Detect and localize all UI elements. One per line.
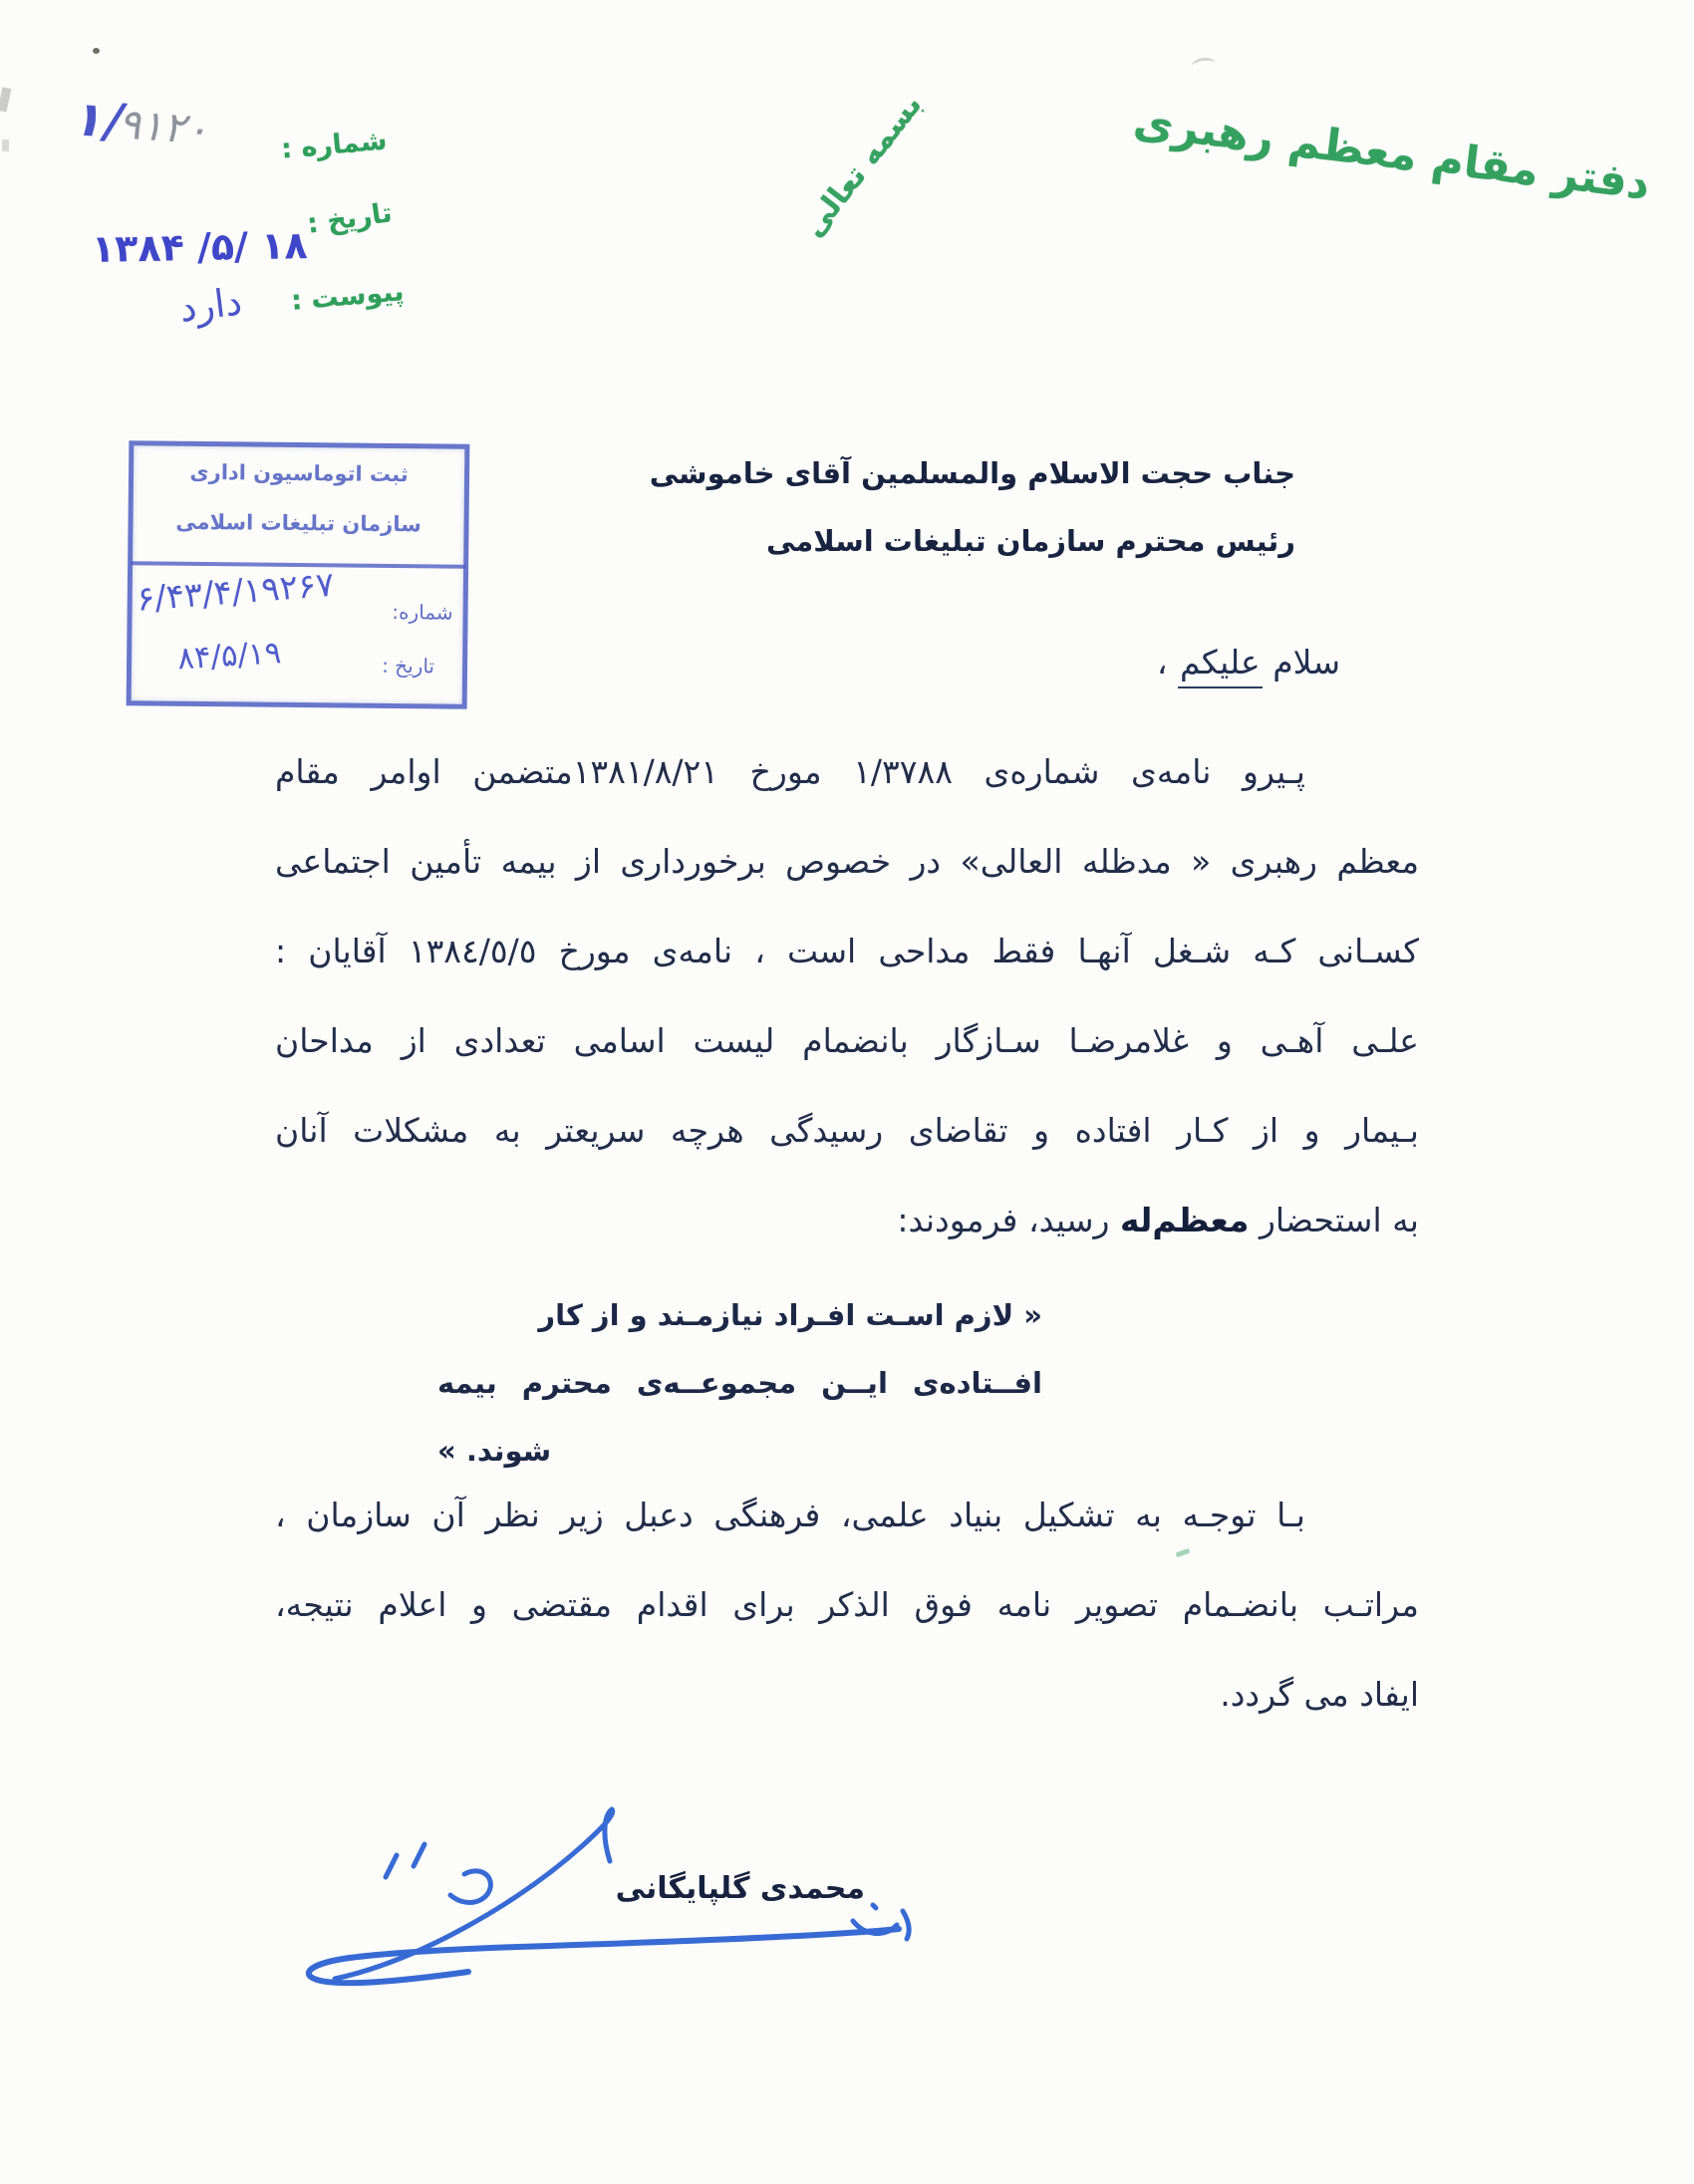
paragraph1-line6-pre: به استحضار bbox=[1249, 1201, 1419, 1239]
salutation-pre: سلام bbox=[1262, 643, 1340, 682]
paragraph1-line1: پـیرو نامه‌ی شماره‌ی ۱/۳۷۸۸ مورخ ۱۳۸۱/۸/۲۱متضمن اوامر مقام bbox=[275, 752, 1305, 791]
scan-speck bbox=[1191, 56, 1217, 73]
paragraph1-line6 bbox=[275, 1198, 1419, 1243]
paragraph2-line2: مراتـب بانضـمام تصویر نامه فوق الذکر برای اقدام مقتضی و اعلام نتیجه، bbox=[275, 1585, 1419, 1624]
letterhead-date-label: تاریخ : bbox=[305, 197, 395, 240]
stamp-date-value: ۸۴/۵/۱۹ bbox=[176, 635, 283, 678]
scan-speck bbox=[0, 87, 11, 112]
stamp-date-label: تاریخ : bbox=[382, 653, 435, 679]
quote-line1: « لازم اسـت افـراد نیازمـند و از کار bbox=[538, 1298, 1042, 1332]
letterhead-attachment-value: دارد bbox=[176, 279, 245, 331]
recipient-name-line: جناب حجت الاسلام والمسلمین آقای خاموشی bbox=[649, 456, 1295, 490]
quote-line2: افــتاده‌ی ایــن مجموعــه‌ی محترم بیمه bbox=[437, 1366, 1042, 1400]
paragraph1-line2: معظم رهبری « مدظله العالی» در خصوص برخورداری از بیمه تأمین اجتماعی bbox=[275, 842, 1419, 881]
letterhead-number-value bbox=[68, 92, 220, 156]
letter-number-machine-part: ۹۱۲۰ bbox=[115, 99, 219, 154]
paragraph1-line6-post: رسید، فرمودند: bbox=[897, 1201, 1120, 1239]
stamp-number-value: ۶/۴۳/۴/۱۹۲۶۷ bbox=[135, 564, 336, 620]
scan-speck bbox=[93, 48, 100, 54]
office-calligraphy-title: دفتر مقام معظم رهبری bbox=[1130, 96, 1653, 210]
paragraph1-line6-bold-word: معظم‌له bbox=[1119, 1201, 1250, 1239]
paragraph1-line4: علـی آهـی و غلامرضـا سـازگار بانضمام لیست اسامی تعدادی از مداحان bbox=[275, 1021, 1419, 1060]
stamp-number-label: شماره: bbox=[392, 599, 453, 625]
signatory-name: محمدی گلپایگانی bbox=[615, 1871, 865, 1906]
salutation-underlined: علیکم bbox=[1178, 643, 1263, 688]
scan-speck bbox=[2, 139, 9, 151]
salutation bbox=[1157, 643, 1340, 682]
paragraph2-line1: بـا توجـه به تشکیل بنیاد علمی، فرهنگی دعبل زیر نظر آن سازمان ، bbox=[275, 1496, 1305, 1534]
letter-number-handwritten-part: ۱/ bbox=[68, 91, 131, 150]
registration-stamp bbox=[127, 440, 470, 709]
letterhead-attachment-label: پیوست : bbox=[289, 276, 406, 317]
letterhead-date-value: ۱۳۸۴ /۵/ ۱۸ bbox=[91, 223, 308, 271]
stamp-title-line2: سازمان تبلیغات اسلامی bbox=[175, 509, 422, 537]
salutation-post: ، bbox=[1156, 643, 1178, 682]
paragraph2-line3: ایفاد می گردد. bbox=[1220, 1675, 1419, 1714]
paragraph1-line5: بـیمار و از کـار افتاده و تقاضای رسیدگی هرچه سریعتر به مشکلات آنان bbox=[275, 1111, 1419, 1150]
letterhead-number-label: شماره : bbox=[279, 125, 389, 165]
paragraph1-line3: کسـانی کـه شـغل آنهـا فقط مداحی است ، نامه‌ی مورخ ١٣٨٤/٥/٥ آقایان : bbox=[275, 932, 1419, 970]
stamp-title-line1: ثبت اتوماسیون اداری bbox=[189, 459, 409, 487]
scan-speck bbox=[1176, 1548, 1191, 1557]
bismillah-calligraphy: بسمه تعالی bbox=[796, 88, 930, 244]
quote-line3: شوند. » bbox=[437, 1434, 552, 1468]
recipient-title-line: رئیس محترم سازمان تبلیغات اسلامی bbox=[765, 524, 1295, 558]
